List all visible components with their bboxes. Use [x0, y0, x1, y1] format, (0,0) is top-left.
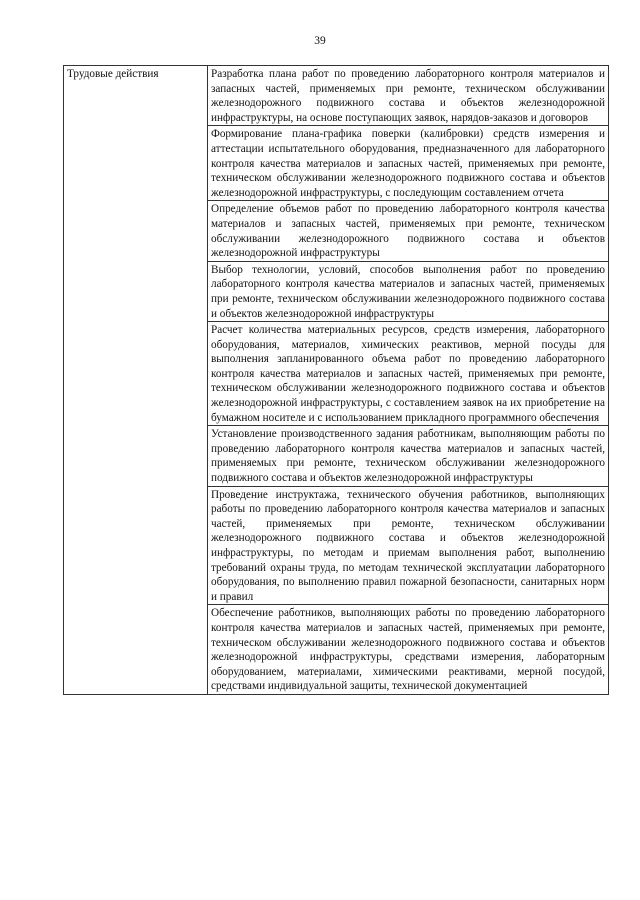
labor-action-item: Проведение инструктажа, технического обучения работников, выполняющих работы по проведению лабораторного контроля качества материалов и запасных частей, применяемых при ремонте, техническом обслуживании железнодорожного подвижного состава и объектов железнодорожной инфраструктуры, по методам и приемам выполнения работ, выполнению требований охраны труда, по методам технической эксплуатации лабораторного оборудования, по выполнению правил пожарной безопасности, санитарных норм и правил	[208, 487, 608, 606]
table-row	[64, 66, 609, 695]
labor-action-item: Обеспечение работников, выполняющих работы по проведению лабораторного контроля качества материалов и запасных частей, применяемых при ремонте, техническом обслуживании железнодорожного подвижного состава и объектов железнодорожной инфраструктуры, средствами измерения, лабораторным оборудованием, материалами, химическими реактивами, мерной посудой, средствами индивидуальной защиты, технической документацией	[211, 607, 605, 693]
content-cell	[208, 66, 609, 695]
labor-action-item: Установление производственного задания работникам, выполняющим работы по проведению лабораторного контроля качества материалов и запасных частей, применяемых при ремонте, техническом обслуживании железнодорожного подвижного состава и объектов железнодорожной инфраструктуры	[208, 426, 608, 486]
page-number: 39	[314, 35, 326, 47]
labor-action-item: Выбор технологии, условий, способов выполнения работ по проведению лабораторного контроля качества материалов и запасных частей, применяемых при ремонте, техническом обслуживании железнодорожного подвижного состава и объектов железнодорожной инфраструктуры	[208, 262, 608, 322]
label-cell	[64, 66, 208, 695]
labor-action-item: Определение объемов работ по проведению лабораторного контроля качества материалов и запасных частей, применяемых при ремонте, техническом обслуживании железнодорожного подвижного состава и объектов железнодорожной инфраструктуры	[208, 201, 608, 261]
labor-action-item: Разработка плана работ по проведению лабораторного контроля материалов и запасных частей, применяемых при ремонте, техническом обслуживании железнодорожного подвижного состава и объектов железнодорожной инфраструктуры, на основе поступающих заявок, нарядов-заказов и договоров	[208, 66, 608, 126]
labor-actions-table	[63, 65, 609, 695]
row-label: Трудовые действия	[67, 68, 159, 80]
labor-action-item: Формирование плана-графика поверки (калибровки) средств измерения и аттестации испытательного оборудования, предназначенного для лабораторного контроля качества материалов и запасных частей, применяемых при ремонте, техническом обслуживании железнодорожного подвижного состава и объектов железнодорожной инфраструктуры, с последующим составлением отчета	[208, 126, 608, 201]
labor-action-item: Расчет количества материальных ресурсов, средств измерения, лабораторного оборудования, материалов, химических реактивов, мерной посуды для выполнения запланированного объема работ по проведению лабораторного контроля качества материалов и запасных частей, применяемых при ремонте, техническом обслуживании железнодорожного подвижного состава и объектов железнодорожной инфраструктуры, с составлением заявок на их приобретение на бумажном носителе и с использованием прикладного программного обеспечения	[208, 322, 608, 426]
